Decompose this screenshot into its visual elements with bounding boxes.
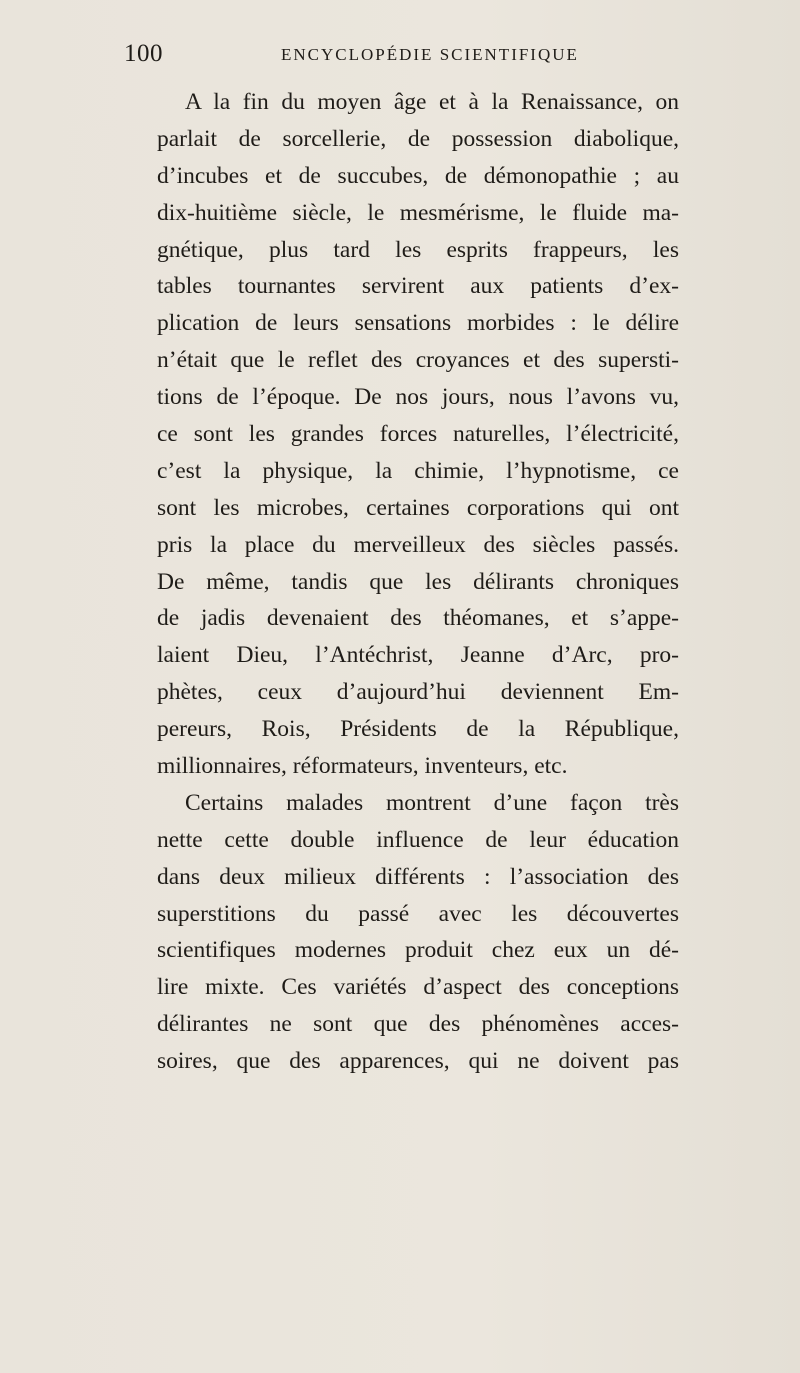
text-line: De même, tandis que les délirants chroniques [157,568,679,595]
text-line: sont les microbes, certaines corporations qui ont [157,494,679,521]
text-line: A la fin du moyen âge et à la Renaissance, on [185,89,679,115]
text-line: pereurs, Rois, Présidents de la République, [157,716,679,743]
text-line: pris la place du merveilleux des siècles passés. [157,531,679,558]
text-line: scientifiques modernes produit chez eux un dé- [157,937,679,964]
text-line: superstitions du passé avec les découvertes [157,900,679,927]
body-text [157,84,679,1080]
text-line: gnétique, plus tard les esprits frappeurs, les [157,236,679,263]
text-line: délirantes ne sont que des phénomènes acces- [157,1011,679,1038]
text-line: plication de leurs sensations morbides : le délire [157,310,679,337]
text-line: de jadis devenaient des théomanes, et s’appe- [157,605,679,632]
text-line: lire mixte. Ces variétés d’aspect des conceptions [157,974,679,1001]
text-line: Certains malades montrent d’une façon très [185,789,679,816]
text-line: ce sont les grandes forces naturelles, l’électricité, [157,421,679,448]
text-line: phètes, ceux d’aujourd’hui deviennent Em- [157,679,679,706]
text-line: tables tournantes servirent aux patients d’ex- [157,273,679,300]
page-header [124,40,684,74]
text-line: laient Dieu, l’Antéchrist, Jeanne d’Arc, pro- [157,642,679,669]
text-line: tions de l’époque. De nos jours, nous l’avons vu, [157,384,679,411]
text-line: millionnaires, réformateurs, inventeurs, etc. [157,753,568,780]
text-line: n’était que le reflet des croyances et des supersti- [157,347,679,374]
page-number: 100 [124,40,163,67]
text-line: parlait de sorcellerie, de possession diabolique, [157,125,679,152]
text-line: d’incubes et de succubes, de démonopathie ; au [157,162,679,189]
running-head: ENCYCLOPÉDIE SCIENTIFIQUE [281,45,579,64]
text-line: dix-huitième siècle, le mesmérisme, le fluide ma- [157,199,679,226]
text-line: soires, que des apparences, qui ne doivent pas [157,1048,679,1075]
text-line: dans deux milieux différents : l’association des [157,863,679,890]
text-line: nette cette double influence de leur éducation [157,826,679,853]
text-line: c’est la physique, la chimie, l’hypnotisme, ce [157,457,679,484]
